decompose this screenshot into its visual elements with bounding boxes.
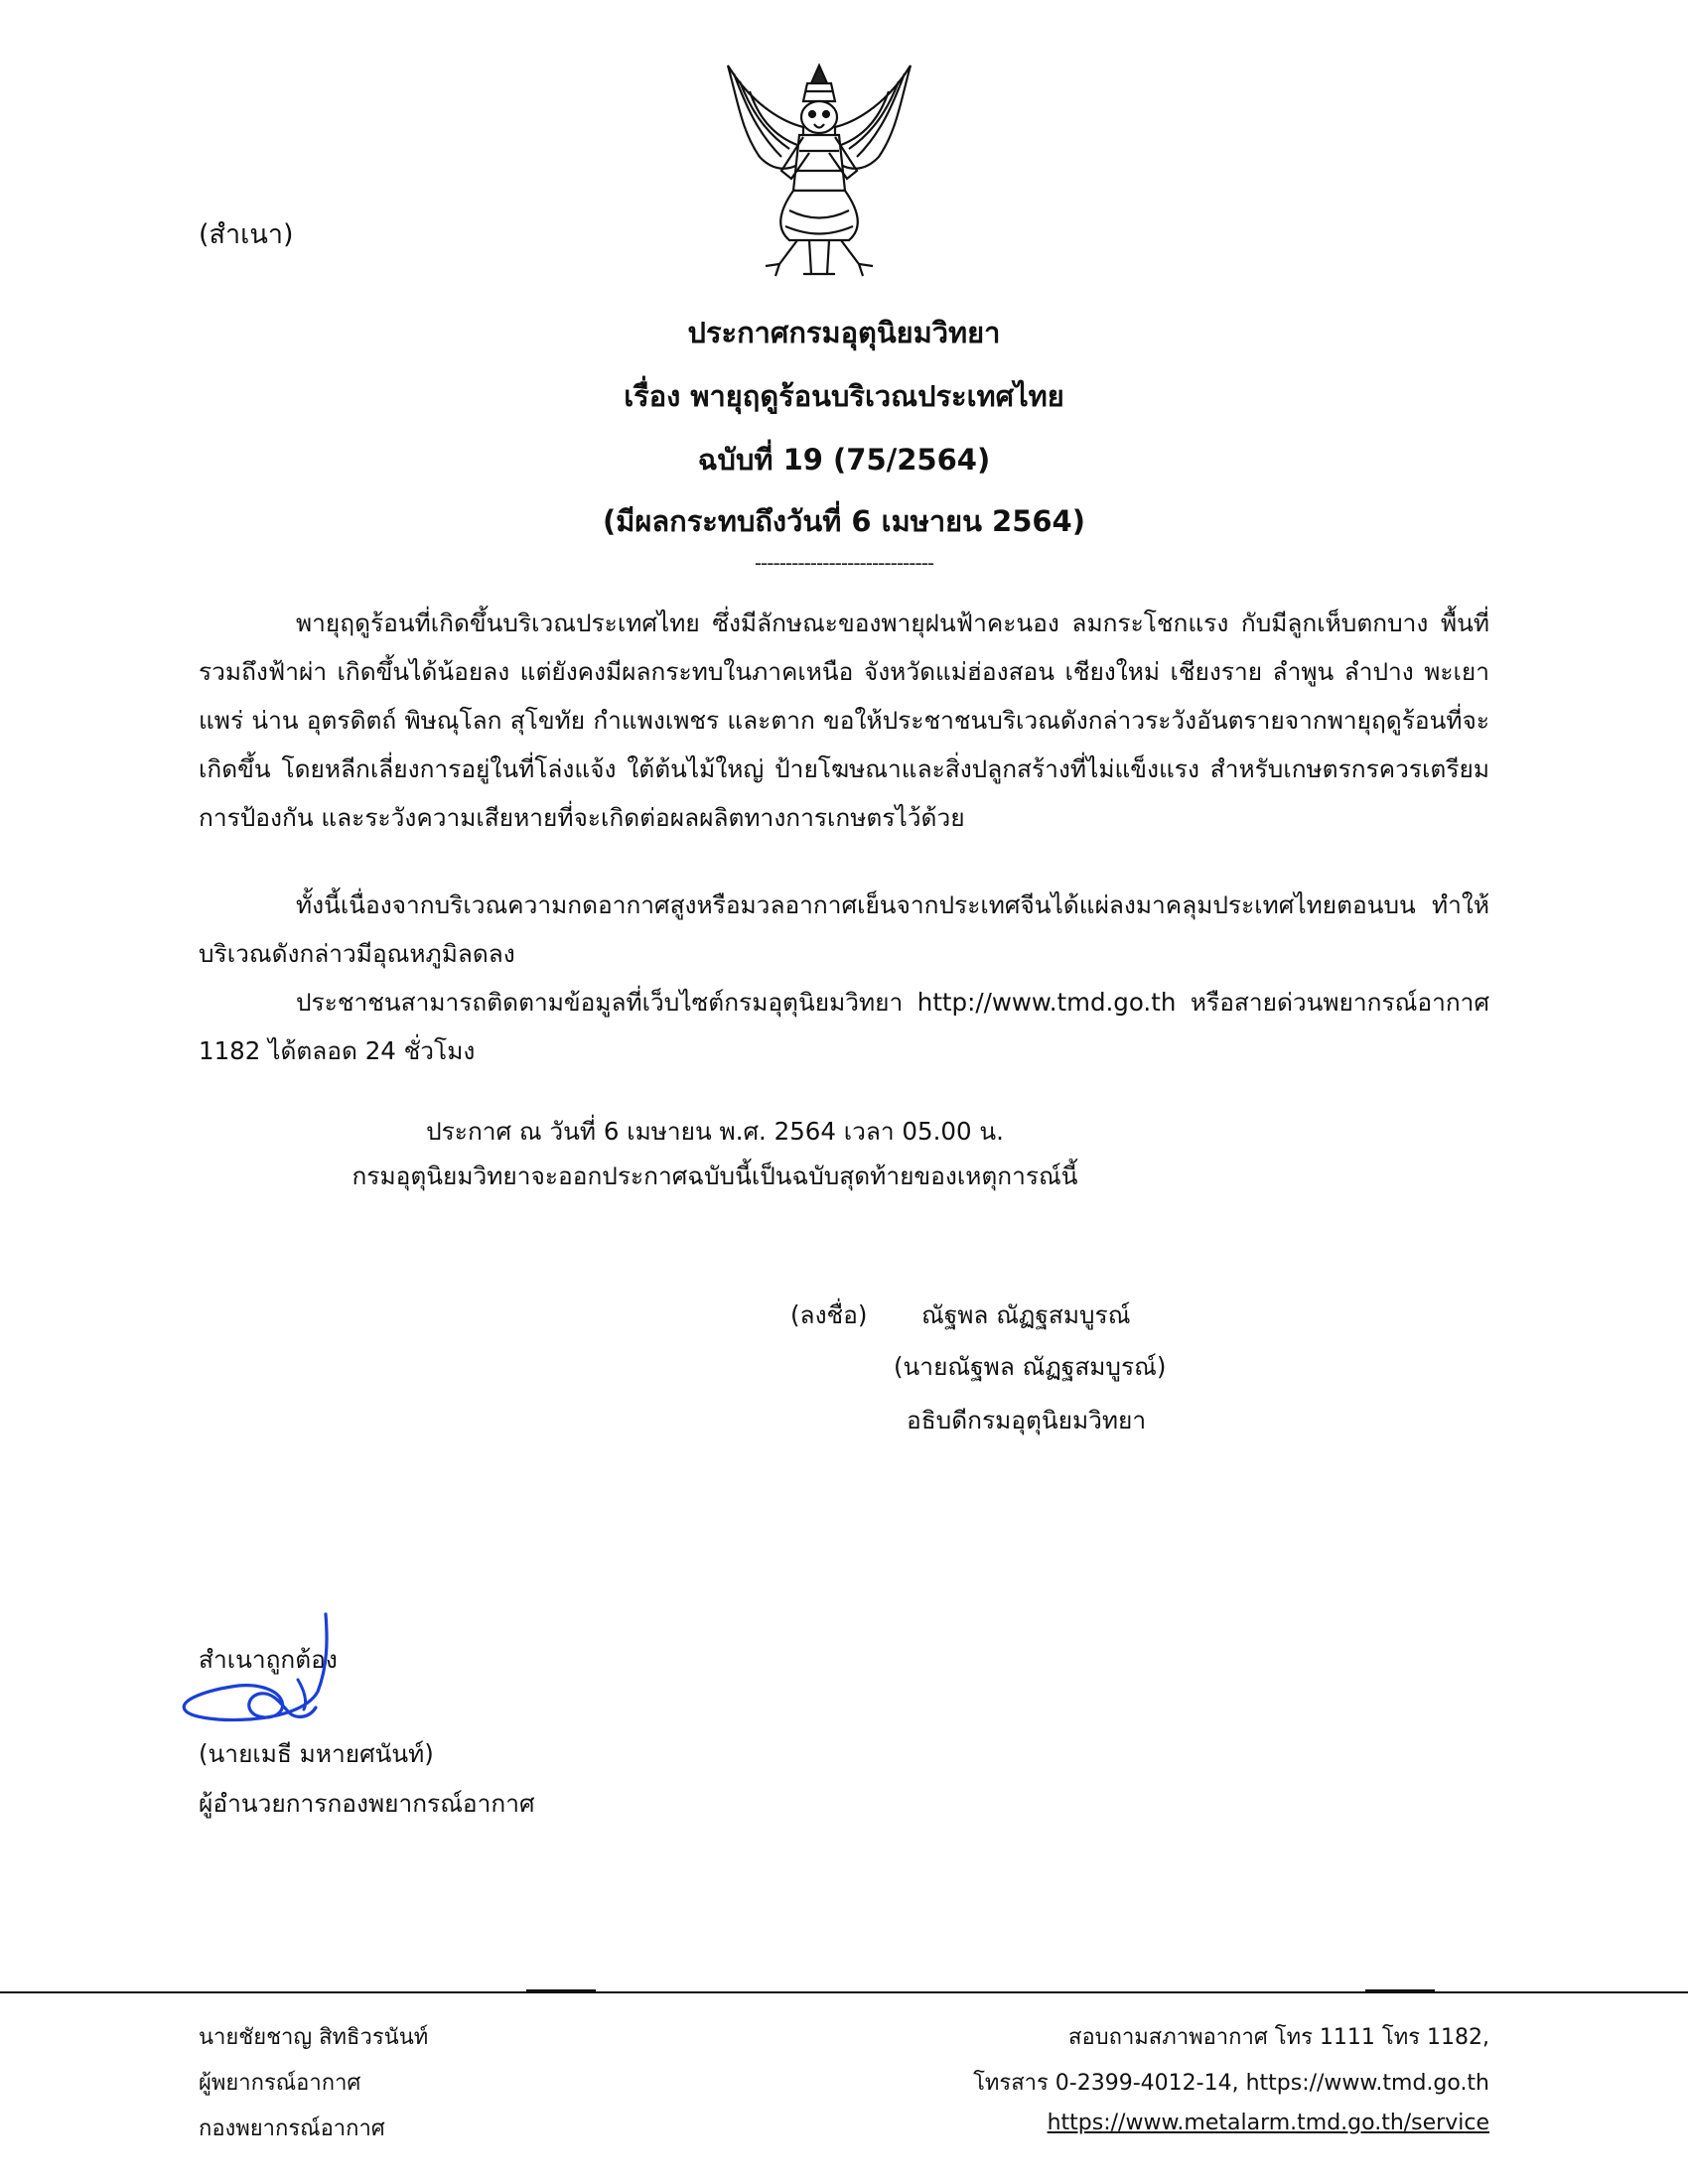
announcement-subject: เรื่อง พายุฤดูร้อนบริเวณประเทศไทย [624, 379, 1064, 413]
announce-date: ประกาศ ณ วันที่ 6 เมษายน พ.ศ. 2564 เวลา 05.00 น. [426, 1117, 1004, 1146]
body-paragraph-1: พายุฤดูร้อนที่เกิดขึ้นบริเวณประเทศไทย ซึ่งมีลักษณะของพายุฝนฟ้าคะนอง ลมกระโชกแรง กับมีลูกเห็บตกบาง พื้นที่ รวมถึงฟ้าผ่า เกิดขึ้นได้น้อยลง แต่ยังคงมีผลกระทบในภาคเหนือ จังหวัดแม่ฮ่องสอน เชียงใหม่ เชียงราย ลำพูน ลำปาง พะเยา แพร่ น่าน อุตรดิตถ์ พิษณุโลก สุโขทัย กำแพงเพชร และตาก ขอให้ประชาชนบริเวณดังกล่าวระวังอันตรายจากพายุฤดูร้อนที่จะเกิดขึ้น โดยหลีกเลี่ยงการอยู่ในที่โล่งแจ้ง ใต้ต้นไม้ใหญ่ ป้ายโฆษณาและสิ่งปลูกสร้างที่ไม่แข็งแรง สำหรับเกษตรกรควรเตรียมการป้องกัน และระวังความเสียหายที่จะเกิดต่อผลผลิตทางการเกษตรไว้ด้วย [199, 609, 1489, 832]
footer-divider-accent [1365, 1989, 1435, 1993]
service-link[interactable]: https://www.metalarm.tmd.go.th/service [1047, 2111, 1489, 2135]
forecaster-name: นายชัยชาญ สิทธิวรนันท์ [199, 2025, 429, 2050]
signature-name: ณัฐพล ณัฏฐสมบูรณ์ [921, 1300, 1131, 1329]
forecaster-division: กองพยากรณ์อากาศ [199, 2116, 385, 2141]
certifier-position: ผู้อำนวยการกองพยากรณ์อากาศ [199, 1789, 535, 1818]
announcement-number: ฉบับที่ 19 (75/2564) [697, 443, 991, 477]
body-paragraph-2: ทั้งนี้เนื่องจากบริเวณความกดอากาศสูงหรือมวลอากาศเย็นจากประเทศจีนได้แผ่ลงมาคลุมประเทศไทยตอนบน ทำให้ บริเวณดังกล่าวมีอุณหภูมิลดลง [199, 890, 1489, 968]
announcement-effect-date: (มีผลกระทบถึงวันที่ 6 เมษายน 2564) [603, 504, 1085, 538]
garuda-emblem-icon [720, 62, 918, 282]
footer-divider [0, 1991, 1688, 1993]
contact-fax-website: โทรสาร 0-2399-4012-14, https://www.tmd.go.th [973, 2071, 1489, 2096]
contact-phone: สอบถามสภาพอากาศ โทร 1111 โทร 1182, [1068, 2025, 1489, 2050]
signatory-position: อธิบดีกรมอุตุนิยมวิทยา [907, 1406, 1147, 1434]
announcement-title: ประกาศกรมอุตุนิยมวิทยา [687, 316, 1001, 349]
certifier-name: (นายเมธี มหายศนันท์) [199, 1739, 434, 1768]
final-notice: กรมอุตุนิยมวิทยาจะออกประกาศฉบับนี้เป็นฉบับสุดท้ายของเหตุการณ์นี้ [352, 1161, 1078, 1190]
title-separator: ----------------------------- [754, 551, 934, 575]
handwritten-signature-icon [179, 1610, 348, 1739]
footer-divider-accent [526, 1989, 596, 1993]
signature-label: (ลงชื่อ) [790, 1300, 868, 1329]
certified-copy-label: สำเนาถูกต้อง [199, 1645, 338, 1674]
forecaster-title: ผู้พยากรณ์อากาศ [199, 2071, 361, 2096]
body-paragraph-3: ประชาชนสามารถติดตามข้อมูลที่เว็บไซต์กรมอุตุนิยมวิทยา http://www.tmd.go.th หรือสายด่วนพยากรณ์อากาศ 1182 ได้ตลอด 24 ชั่วโมง [199, 988, 1489, 1065]
signatory-full-name: (นายณัฐพล ณัฏฐสมบูรณ์) [894, 1352, 1167, 1381]
copy-label: (สำเนา) [199, 219, 294, 250]
